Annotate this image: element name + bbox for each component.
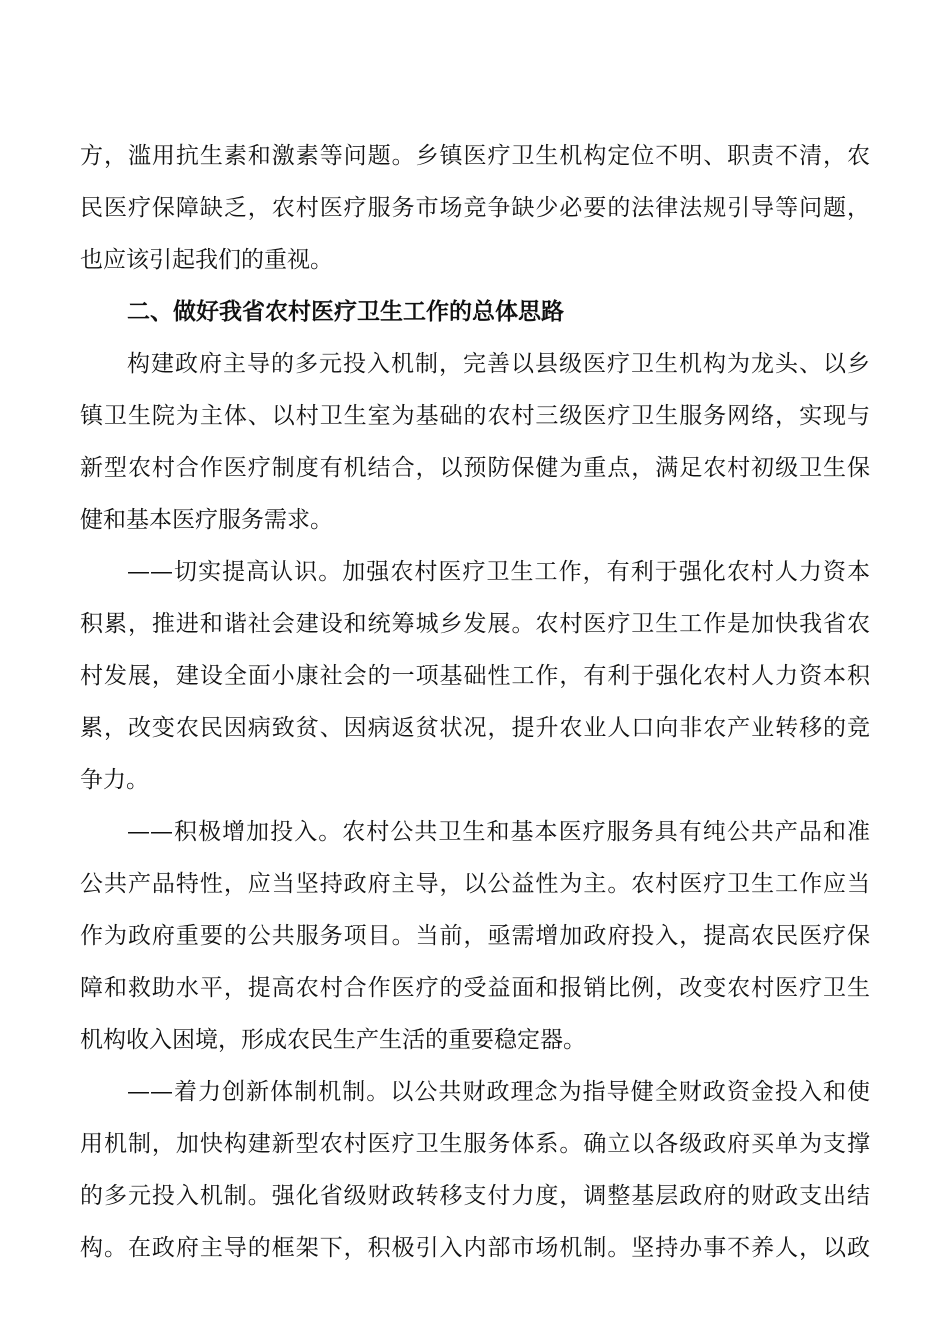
text-line: 用机制，加快构建新型农村医疗卫生服务体系。确立以各级政府买单为支撑: [80, 1131, 870, 1157]
section-heading: [80, 286, 870, 338]
text-line: 新型农村合作医疗制度有机结合，以预防保健为重点，满足农村初级卫生保: [80, 455, 870, 481]
text-line: ——积极增加投入。农村公共卫生和基本医疗服务具有纯公共产品和准: [127, 819, 870, 845]
text-line: 构建政府主导的多元投入机制，完善以县级医疗卫生机构为龙头、以乡: [127, 351, 870, 377]
paragraph-innovation: [80, 1066, 870, 1274]
text-line: ——着力创新体制机制。以公共财政理念为指导健全财政资金投入和使: [127, 1079, 870, 1105]
document-page: [80, 130, 870, 1274]
paragraph-awareness: [80, 546, 870, 806]
text-line: 争力。: [80, 767, 149, 793]
text-line: 也应该引起我们的重视。: [80, 247, 333, 273]
paragraph-continuation: [80, 130, 870, 286]
text-line: 积累，推进和谐社会建设和统筹城乡发展。农村医疗卫生工作是加快我省农: [80, 611, 870, 637]
text-line: 构。在政府主导的框架下，积极引入内部市场机制。坚持办事不养人，以政: [80, 1235, 870, 1261]
text-line: 方，滥用抗生素和激素等问题。乡镇医疗卫生机构定位不明、职责不清，农: [80, 143, 870, 169]
paragraph-investment: [80, 806, 870, 1066]
text-line: 的多元投入机制。强化省级财政转移支付力度，调整基层政府的财政支出结: [80, 1183, 870, 1209]
text-line: 镇卫生院为主体、以村卫生室为基础的农村三级医疗卫生服务网络，实现与: [80, 403, 870, 429]
text-line: 累，改变农民因病致贫、因病返贫状况，提升农业人口向非农产业转移的竞: [80, 715, 870, 741]
text-line: 公共产品特性，应当坚持政府主导，以公益性为主。农村医疗卫生工作应当: [80, 871, 870, 897]
text-line: 障和救助水平，提高农村合作医疗的受益面和报销比例，改变农村医疗卫生: [80, 975, 870, 1001]
text-line: 作为政府重要的公共服务项目。当前，亟需增加政府投入，提高农民医疗保: [80, 923, 870, 949]
text-line: 村发展，建设全面小康社会的一项基础性工作，有利于强化农村人力资本积: [80, 663, 870, 689]
text-line: 民医疗保障缺乏，农村医疗服务市场竞争缺少必要的法律法规引导等问题，: [80, 195, 870, 221]
text-line: 机构收入困境，形成农民生产生活的重要稳定器。: [80, 1027, 586, 1053]
text-line: ——切实提高认识。加强农村医疗卫生工作，有利于强化农村人力资本: [127, 559, 870, 585]
text-line: 健和基本医疗服务需求。: [80, 507, 333, 533]
heading-line: 二、做好我省农村医疗卫生工作的总体思路: [127, 298, 564, 325]
paragraph-overview: [80, 338, 870, 546]
